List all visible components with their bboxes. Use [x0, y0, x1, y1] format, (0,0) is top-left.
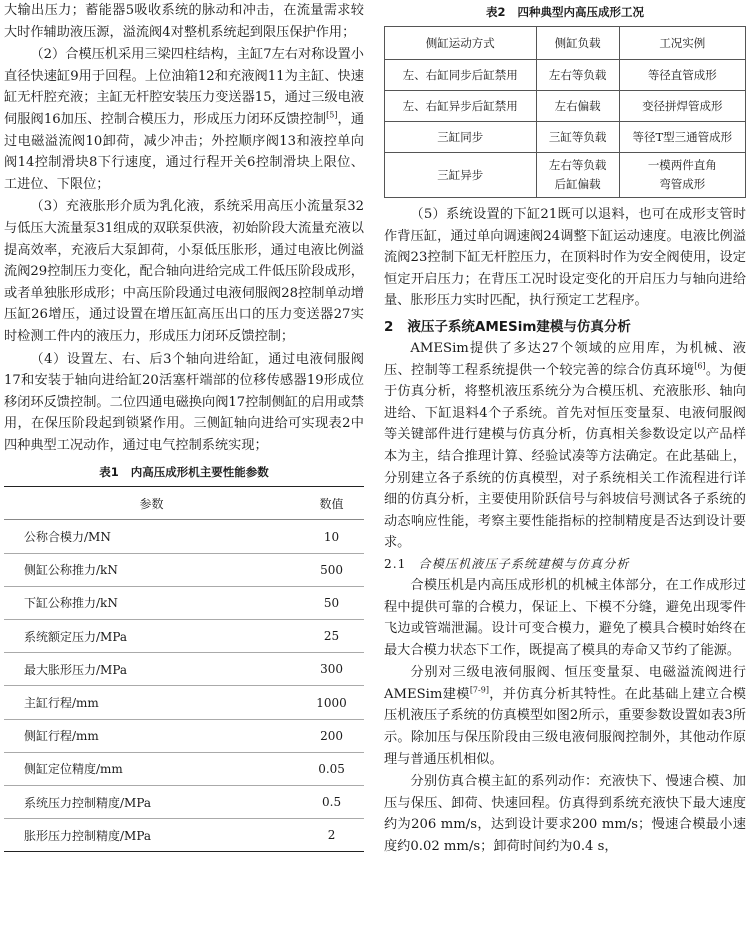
table-2-example-cell: 等径直管成形 [619, 60, 745, 91]
table-1-param-cell: 侧缸定位精度/mm [4, 752, 299, 785]
table-1-param-cell: 最大胀形压力/MPa [4, 653, 299, 686]
table-2 [384, 26, 746, 198]
paragraph-4: （4）设置左、右、后3个轴向进给缸，通过电液伺服阀17和安装于轴向进给缸20活塞杆端部的位移传感器19形成位移闭环反馈控制。二位四通电磁换向阀17控制侧缸的启用或禁用，在保压阶段起到锁紧作用。三侧缸轴向进给可实现表2中四种典型工况动作，通过电气控制系统实现； [4, 351, 364, 453]
table-1-param-cell: 侧缸公称推力/kN [4, 553, 299, 586]
table-1-caption-num: 表1 [99, 465, 119, 480]
paragraph-6-text-a: AMESim提供了多达27个领域的应用库，为机械、液压、控制等工程系统提供一个较完善的综合仿真环境 [384, 340, 746, 378]
table-2-body [385, 60, 746, 198]
paragraph-6 [384, 338, 746, 554]
subsection-2-1-heading [384, 555, 746, 572]
table-1-value-cell: 0.5 [299, 785, 364, 818]
paragraph-1: 大输出压力；蓄能器5吸收系统的脉动和冲击，在流量需求较大时作辅助液压源，溢流阀4对整机系统起到限压保护作用； [4, 3, 364, 40]
table-2-mode-cell: 三缸同步 [385, 122, 537, 153]
citation-6: [6] [694, 361, 706, 371]
paragraph-8-text-b: ，并仿真分析其特性。在此基础上建立合模压机液压子系统的仿真模型如图2所示，重要参数设置如表3所示。除加压与保压阶段由三级电液伺服阀控制外，其他动作原理与普通压机相似。 [384, 686, 746, 767]
paragraph-2-text-b: ，通过电磁溢流阀10卸荷，减少冲击；外控顺序阀13和液控单向阀14控制滑块8下行速度，通过行程开关6控制滑块上限位、工进位、下限位； [4, 111, 365, 192]
table-1-row [4, 785, 364, 818]
table-1-param-cell: 主缸行程/mm [4, 686, 299, 719]
table-2-caption-text: 四种典型内高压成形工况 [517, 5, 645, 19]
table-1-body [4, 520, 364, 852]
paragraph-2 [4, 44, 364, 195]
table-2-example-cell: 一模两件直角 弯管成形 [619, 153, 745, 198]
subsection-2-1-number: 2.1 [384, 556, 407, 571]
table-1-value-cell: 50 [299, 586, 364, 619]
table-1-param-cell: 胀形压力控制精度/MPa [24, 828, 152, 843]
table-1-param-cell: 公称合模力/MN [4, 520, 299, 553]
table-2-mode-cell: 左、右缸同步后缸禁用 [385, 60, 537, 91]
paragraph-2-text-a: （2）合模压机采用三梁四柱结构，主缸7左右对称设置小直径快速缸9用于回程。上位油箱12和充液阀11为主缸、快速缸无杆腔充液；主缸无杆腔安装压力变送器15，通过三级电液伺服阀16加压、控制合模压力，形成压力闭环反馈控制 [4, 47, 364, 127]
table-1-param-cell: 系统压力控制精度/MPa [4, 785, 299, 818]
table-1-param-cell: 系统额定压力/MPa [4, 620, 299, 653]
table-2-header-row [385, 27, 746, 60]
paragraph-6-text-b: 。为便于仿真分析，将整机液压系统分为合模压机、充液胀形、轴向进给、下缸退料4个子系统。首先对恒压变量泵、电液伺服阀等关键部件进行建模与仿真分析，仿真相关参数设定以产品样本为主，结合推理计算、经验试凑等方法确定。在此基础上，分别建立各子系统的仿真模型，对子系统相关工作流程进行详细的仿真分析，主要使用阶跃信号与斜坡信号测试各子系统的动态响应性能，考察主要性能指标的控制精度是否达到设计要求。 [384, 362, 747, 551]
citation-5: [5] [326, 110, 338, 120]
table-1 [4, 486, 364, 852]
table-1-row [4, 586, 364, 619]
table-2-load-cell: 左右偏载 [536, 91, 619, 122]
table-1-value-cell: 25 [299, 620, 364, 653]
table-2-example-cell: 等径T型三通管成形 [619, 122, 745, 153]
table-1-row [4, 686, 364, 719]
table-2-caption-num: 表2 [485, 5, 506, 19]
table-1-row [4, 752, 364, 785]
paragraph-7: 合模压机是内高压成形机的机械主体部分，在工作成形过程中提供可靠的合模力，保证上、下模不分缝，避免出现零件飞边或管端泄漏。设计可变合模力，避免了模具合模时始终在最大合模力状态下工作，既提高了模具的寿命又节约了能源。 [384, 577, 746, 658]
subsection-2-1-title: 合模压机液压子系统建模与仿真分析 [418, 556, 630, 571]
table-1-row [4, 520, 364, 553]
paragraph-8 [384, 662, 746, 770]
paragraph-8-text-a: 分别对三级电液伺服阀、恒压变量泵、电磁溢流阀进行AMESim建模 [384, 665, 746, 702]
table-2-row [385, 60, 746, 91]
table-1-caption-text: 内高压成形机主要性能参数 [130, 465, 269, 480]
table-1-value-cell: 10 [299, 520, 364, 553]
table-2-header-mode: 侧缸运动方式 [385, 27, 537, 60]
right-column [384, 0, 746, 859]
table-1-value-cell: 300 [299, 653, 364, 686]
table-1-header-param: 参数 [4, 487, 299, 520]
table-1-value-cell: 200 [299, 719, 364, 752]
table-2-example-cell: 变径拼焊管成形 [619, 91, 745, 122]
table-1-row [4, 620, 364, 653]
table-2-load-cell: 左右等负载 后缸偏载 [536, 153, 619, 198]
table-1-value-cell: 2 [327, 828, 336, 843]
left-column [4, 0, 364, 852]
table-1-value-cell: 500 [299, 553, 364, 586]
paragraph-9: 分别仿真合模主缸的系列动作：充液快下、慢速合模、加压与保压、卸荷、快速回程。仿真得到系统充液快下最大速度约为206 mm/s，达到设计要求200 mm/s；慢速合模最小速度约0.02 mm/s；卸荷时间约为0.4 s， [384, 774, 746, 855]
paragraph-5: （5）系统设置的下缸21既可以退料，也可在成形支管时作背压缸，通过单向调速阀24调整下缸运动速度。电液比例溢流阀23控制下缸无杆腔压力，在顶料时作为安全阀使用，设定恒定开启压力；在背压工况时设定变化的开启压力与轴向进给量、胀形压力实时匹配，执行预定工艺程序。 [384, 207, 746, 309]
table-1-param-cell: 侧缸行程/mm [4, 719, 299, 752]
table-1-row [4, 553, 364, 586]
paragraph-3: （3）充液胀形介质为乳化液，系统采用高压小流量泵32与低压大流量泵31组成的双联泵供液，初始阶段大流量充液以提高效率，充液后大泵卸荷，小泵低压胀形，通过电液比例溢流阀29控制压力变化，配合轴向进给完成工件低压阶段成形，或者单独胀形成形；中高压阶段通过电液伺服阀28控制单动增压缸26增压，通过设置在增压缸高压出口的压力变送器27实时检测工件内的液压力，形成压力闭环反馈控制； [4, 199, 364, 344]
table-2-header-load: 侧缸负载 [536, 27, 619, 60]
table-1-row [4, 719, 364, 752]
citation-7-9: [7-9] [469, 685, 489, 695]
table-1-row [4, 653, 364, 686]
table-1-param-cell: 下缸公称推力/kN [4, 586, 299, 619]
table-1-header-value: 数值 [299, 487, 364, 520]
table-2-load-cell: 三缸等负载 [536, 122, 619, 153]
table-2-row [385, 153, 746, 198]
table-1-value-cell: 0.05 [299, 752, 364, 785]
section-2-title: 液压子系统AMESim建模与仿真分析 [407, 318, 631, 335]
section-2-heading [384, 315, 746, 335]
table-2-caption [384, 4, 746, 20]
table-2-header-example: 工况实例 [619, 27, 745, 60]
table-1-row [4, 819, 364, 852]
table-1-value-cell: 1000 [299, 686, 364, 719]
section-2-number: 2 [384, 318, 394, 335]
table-1-caption [4, 464, 364, 480]
table-2-mode-cell: 三缸异步 [385, 153, 537, 198]
table-2-row [385, 122, 746, 153]
table-2-mode-cell: 左、右缸异步后缸禁用 [385, 91, 537, 122]
table-2-row [385, 91, 746, 122]
table-2-load-cell: 左右等负载 [536, 60, 619, 91]
table-1-header-row [4, 487, 364, 520]
